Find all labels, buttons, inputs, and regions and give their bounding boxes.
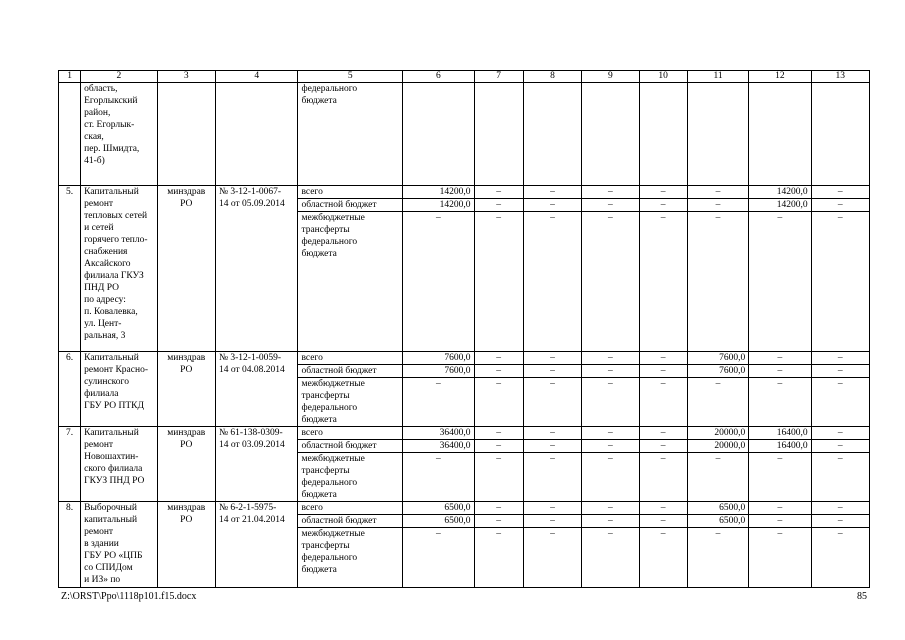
value-cell: – — [639, 515, 687, 528]
project-name-cell: Выборочный капитальный ремонт в здании ГБУ РО «ЦПБ со СПИДом и ИЗ» по — [81, 502, 157, 588]
value-cell: – — [639, 378, 687, 427]
value-cell: 6500,0 — [687, 502, 748, 515]
table-row — [59, 502, 870, 515]
value-cell: – — [474, 440, 523, 453]
value-cell: 14200,0 — [403, 199, 474, 212]
funding-source-cell: областной бюджет — [298, 440, 403, 453]
header-cell: 11 — [687, 71, 748, 83]
footer-file-path: Z:\ORST\Ppo\1118p101.f15.docx — [61, 591, 197, 602]
value-cell: – — [582, 440, 639, 453]
value-cell: – — [474, 352, 523, 365]
funding-source-cell: всего — [298, 352, 403, 365]
header-cell: 2 — [81, 71, 157, 83]
header-cell: 9 — [582, 71, 639, 83]
row-number-cell: 8. — [59, 502, 81, 588]
value-cell: 7600,0 — [403, 352, 474, 365]
funding-source-cell: межбюджетные трансферты федерального бюджета — [298, 212, 403, 352]
value-cell: – — [749, 212, 811, 352]
row-number-cell: 5. — [59, 186, 81, 352]
value-cell: 6500,0 — [403, 502, 474, 515]
value-cell: – — [523, 440, 581, 453]
header-cell: 3 — [157, 71, 215, 83]
funding-source-cell: межбюджетные трансферты федерального бюджета — [298, 453, 403, 502]
value-cell: – — [582, 186, 639, 199]
value-cell: 7600,0 — [687, 352, 748, 365]
value-cell: – — [582, 352, 639, 365]
value-cell: – — [474, 199, 523, 212]
project-name-cell: Капитальный ремонт Красно- сулинского филиала ГБУ РО ПТКД — [81, 352, 157, 427]
value-cell: – — [474, 427, 523, 440]
document-cell: № 3-12-1-0067- 14 от 05.09.2014 — [215, 186, 298, 352]
value-cell: – — [811, 528, 869, 588]
value-cell: 20000,0 — [687, 427, 748, 440]
value-cell: – — [523, 528, 581, 588]
header-cell: 13 — [811, 71, 869, 83]
value-cell: – — [639, 528, 687, 588]
funding-source-cell: областной бюджет — [298, 365, 403, 378]
value-cell: – — [687, 212, 748, 352]
value-cell: – — [523, 212, 581, 352]
value-cell: 16400,0 — [749, 440, 811, 453]
header-cell: 12 — [749, 71, 811, 83]
row-number-cell: 6. — [59, 352, 81, 427]
funding-source-cell: межбюджетные трансферты федерального бюджета — [298, 528, 403, 588]
value-cell: – — [523, 186, 581, 199]
value-cell: – — [582, 528, 639, 588]
value-cell: – — [639, 502, 687, 515]
value-cell: 14200,0 — [749, 186, 811, 199]
value-cell: – — [811, 365, 869, 378]
value-cell: – — [403, 528, 474, 588]
value-cell: – — [811, 440, 869, 453]
value-cell: – — [639, 453, 687, 502]
funding-source-cell: межбюджетные трансферты федерального бюджета — [298, 378, 403, 427]
value-cell: – — [523, 199, 581, 212]
value-cell: – — [582, 453, 639, 502]
value-cell: – — [639, 199, 687, 212]
value-cell: – — [811, 212, 869, 352]
funding-source-cell: всего — [298, 186, 403, 199]
organization-cell: минздрав РО — [157, 186, 215, 352]
value-cell: – — [523, 502, 581, 515]
value-cell: 20000,0 — [687, 440, 748, 453]
value-cell: – — [749, 502, 811, 515]
value-cell: – — [582, 378, 639, 427]
project-name-cell: Капитальный ремонт Новошахтин- ского филиала ГКУЗ ПНД РО — [81, 427, 157, 502]
value-cell: – — [474, 453, 523, 502]
organization-cell: минздрав РО — [157, 352, 215, 427]
document-cell: № 6-2-1-5975- 14 от 21.04.2014 — [215, 502, 298, 588]
value-cell: – — [687, 378, 748, 427]
footer-page-number: 85 — [857, 591, 867, 602]
value-cell: – — [582, 427, 639, 440]
continuation-source-cell: федерального бюджета — [298, 83, 403, 186]
value-cell: – — [811, 515, 869, 528]
organization-cell: минздрав РО — [157, 502, 215, 588]
value-cell: – — [639, 427, 687, 440]
value-cell: – — [582, 365, 639, 378]
continuation-name-cell: область, Егорлыкский район, ст. Егорлык- ская, пер. Шмидта, 41-б) — [81, 83, 157, 186]
header-row — [59, 71, 870, 83]
value-cell: – — [474, 378, 523, 427]
value-cell: – — [687, 199, 748, 212]
value-cell: – — [523, 352, 581, 365]
value-cell: – — [523, 365, 581, 378]
value-cell: – — [474, 515, 523, 528]
value-cell: – — [639, 365, 687, 378]
value-cell: – — [582, 515, 639, 528]
value-cell: – — [639, 352, 687, 365]
header-cell: 5 — [298, 71, 403, 83]
header-cell: 6 — [403, 71, 474, 83]
value-cell: 36400,0 — [403, 427, 474, 440]
value-cell: – — [811, 378, 869, 427]
value-cell: – — [582, 212, 639, 352]
value-cell: – — [749, 378, 811, 427]
value-cell: – — [403, 212, 474, 352]
header-cell: 8 — [523, 71, 581, 83]
value-cell: – — [523, 515, 581, 528]
funding-source-cell: областной бюджет — [298, 515, 403, 528]
value-cell: 36400,0 — [403, 440, 474, 453]
value-cell: – — [749, 515, 811, 528]
value-cell: 7600,0 — [687, 365, 748, 378]
header-cell: 7 — [474, 71, 523, 83]
program-table — [58, 70, 870, 588]
value-cell: – — [749, 528, 811, 588]
value-cell: – — [639, 440, 687, 453]
table-row — [59, 427, 870, 440]
document-cell: № 3-12-1-0059- 14 от 04.08.2014 — [215, 352, 298, 427]
value-cell: – — [474, 212, 523, 352]
value-cell: – — [474, 502, 523, 515]
value-cell: – — [687, 528, 748, 588]
value-cell: – — [811, 186, 869, 199]
value-cell: – — [639, 186, 687, 199]
value-cell: – — [582, 502, 639, 515]
value-cell: 6500,0 — [403, 515, 474, 528]
continuation-row — [59, 83, 870, 186]
value-cell: – — [403, 378, 474, 427]
funding-source-cell: всего — [298, 502, 403, 515]
value-cell: – — [523, 453, 581, 502]
value-cell: – — [749, 365, 811, 378]
value-cell: – — [811, 502, 869, 515]
value-cell: – — [523, 378, 581, 427]
row-number-cell: 7. — [59, 427, 81, 502]
value-cell: – — [811, 199, 869, 212]
value-cell: 16400,0 — [749, 427, 811, 440]
organization-cell: минздрав РО — [157, 427, 215, 502]
value-cell: – — [403, 453, 474, 502]
header-cell: 10 — [639, 71, 687, 83]
document-cell: № 61-138-0309- 14 от 03.09.2014 — [215, 427, 298, 502]
value-cell: – — [749, 352, 811, 365]
value-cell: – — [687, 186, 748, 199]
value-cell: – — [811, 453, 869, 502]
value-cell: 14200,0 — [749, 199, 811, 212]
funding-source-cell: всего — [298, 427, 403, 440]
header-cell: 4 — [215, 71, 298, 83]
value-cell: – — [474, 528, 523, 588]
value-cell: 7600,0 — [403, 365, 474, 378]
project-name-cell: Капитальный ремонт тепловых сетей и сетей горячего тепло- снабжения Аксайского филиала ГКУЗ ПНД РО по адресу: п. Ковалевка, ул. Цент- ральная, 3 — [81, 186, 157, 352]
table-row — [59, 352, 870, 365]
value-cell: – — [811, 427, 869, 440]
value-cell: – — [639, 212, 687, 352]
value-cell: – — [474, 186, 523, 199]
value-cell: 6500,0 — [687, 515, 748, 528]
funding-source-cell: областной бюджет — [298, 199, 403, 212]
value-cell: 14200,0 — [403, 186, 474, 199]
value-cell: – — [687, 453, 748, 502]
value-cell: – — [749, 453, 811, 502]
value-cell: – — [523, 427, 581, 440]
value-cell: – — [811, 352, 869, 365]
table-row — [59, 186, 870, 199]
value-cell: – — [474, 365, 523, 378]
header-cell: 1 — [59, 71, 81, 83]
value-cell: – — [582, 199, 639, 212]
